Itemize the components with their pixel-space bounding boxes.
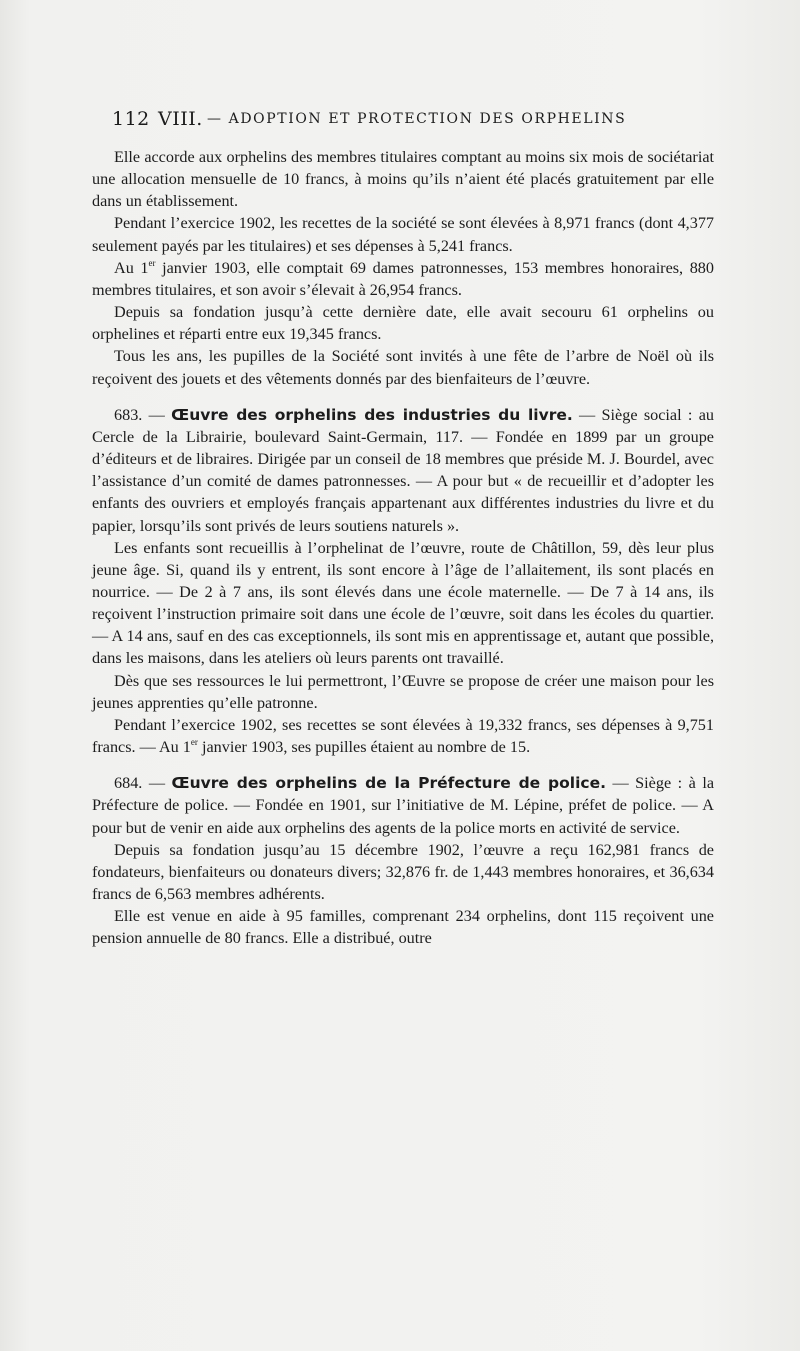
text-run: janvier 1903, ses pupilles étaient au nombre de 15. [197,738,531,757]
text-run: Au 1 [114,258,149,277]
paragraph: Elle est venue en aide à 95 familles, comprenant 234 orphelins, dont 115 reçoivent une pension annuelle de 80 francs. Elle a distribué, outre [92,907,714,948]
paragraph: Dès que ses ressources le lui permettront, l’Œuvre se propose de créer une maison pour les jeunes apprenties qu’elle patronne. [92,671,714,712]
paragraph: Les enfants sont recueillis à l’orphelinat de l’œuvre, route de Châtillon, 59, dès leur plus jeune âge. Si, quand ils y entrent, ils sont encore à l’âge de l’allaitement, ils sont placés en nourrice. — De 2 à 7 ans, ils sont élevés dans une école maternelle. — De 7 à 14 ans, ils reçoivent l’instruction primaire soit dans une école de l’œuvre, soit dans les écoles du quartier. — A 14 ans, sauf en des cas exceptionnels, ils sont mis en apprentissage et, autant que possible, dans les maisons, dans les ateliers où leurs parents ont travaillé. [92,538,714,668]
section-heading: Œuvre des orphelins des industries du livre. [171,405,573,424]
section-683 [92,404,714,537]
paragraph [92,257,714,301]
paragraph: Depuis sa fondation jusqu’à cette dernière date, elle avait secouru 61 orphelins ou orphelines et réparti entre eux 19,345 francs. [92,303,714,344]
section-number: 684. — [114,774,172,793]
chapter-title: — ADOPTION ET PROTECTION DES ORPHELINS [207,111,627,127]
section-text: — Siège : à la Préfecture de police. — Fondée en 1901, sur l’initiative de M. Lépine, préfet de police. — A pour but de venir en aide aux orphelins des agents de la police morts en activité de service. [92,774,715,837]
superscript: er [190,737,198,748]
section-number: 683. — [114,405,172,424]
paragraph: Pendant l’exercice 1902, les recettes de la société se sont élevées à 8,971 francs (dont 4,377 seulement payés par les titulaires) et ses dépenses à 5,241 francs. [92,214,714,255]
body-text [92,146,714,949]
running-header [112,108,716,134]
paragraph [92,714,714,758]
section-text: — Siège social : au Cercle de la Librairie, boulevard Saint-Germain, 117. — Fondée en 1899 par un groupe d’éditeurs et de libraires. Dirigée par un conseil de 18 membres que préside M. J. Bourdel, avec l’assistance d’un comité de dames patronnesses. — A pour but « de recueillir et d’adopter les enfants des ouvriers et employés français appartenant aux différentes industries du livre et du papier, lorsqu’ils sont privés de leurs soutiens naturels ». [92,405,714,535]
paragraph: Depuis sa fondation jusqu’au 15 décembre 1902, l’œuvre a reçu 162,981 francs de fondateurs, bienfaiteurs ou donateurs divers; 32,876 fr. de 1,443 membres honoraires, et 36,634 francs de 6,563 membres adhérents. [92,840,714,903]
superscript: er [148,257,156,268]
text-run: Pendant l’exercice 1902, ses recettes se sont élevées à 19,332 francs, ses dépenses à 9,751 francs. — Au 1 [92,715,714,757]
paragraph: Tous les ans, les pupilles de la Société sont invités à une fête de l’arbre de Noël où ils reçoivent des jouets et des vêtements donnés par des bienfaiteurs de l’œuvre. [92,347,714,388]
chapter-number: VIII. [158,108,203,130]
section-684 [92,772,714,838]
paragraph: Elle accorde aux orphelins des membres titulaires comptant au moins six mois de sociétariat une allocation mensuelle de 10 francs, à moins qu’ils n’aient été placés gratuitement par elle dans un établissement. [92,148,714,211]
text-run: janvier 1903, elle comptait 69 dames patronnesses, 153 membres honoraires, 880 membres titulaires, et son avoir s’élevait à 26,954 francs. [92,258,714,299]
page-number: 112 [112,108,150,130]
section-heading: Œuvre des orphelins de la Préfecture de police. [171,774,606,793]
